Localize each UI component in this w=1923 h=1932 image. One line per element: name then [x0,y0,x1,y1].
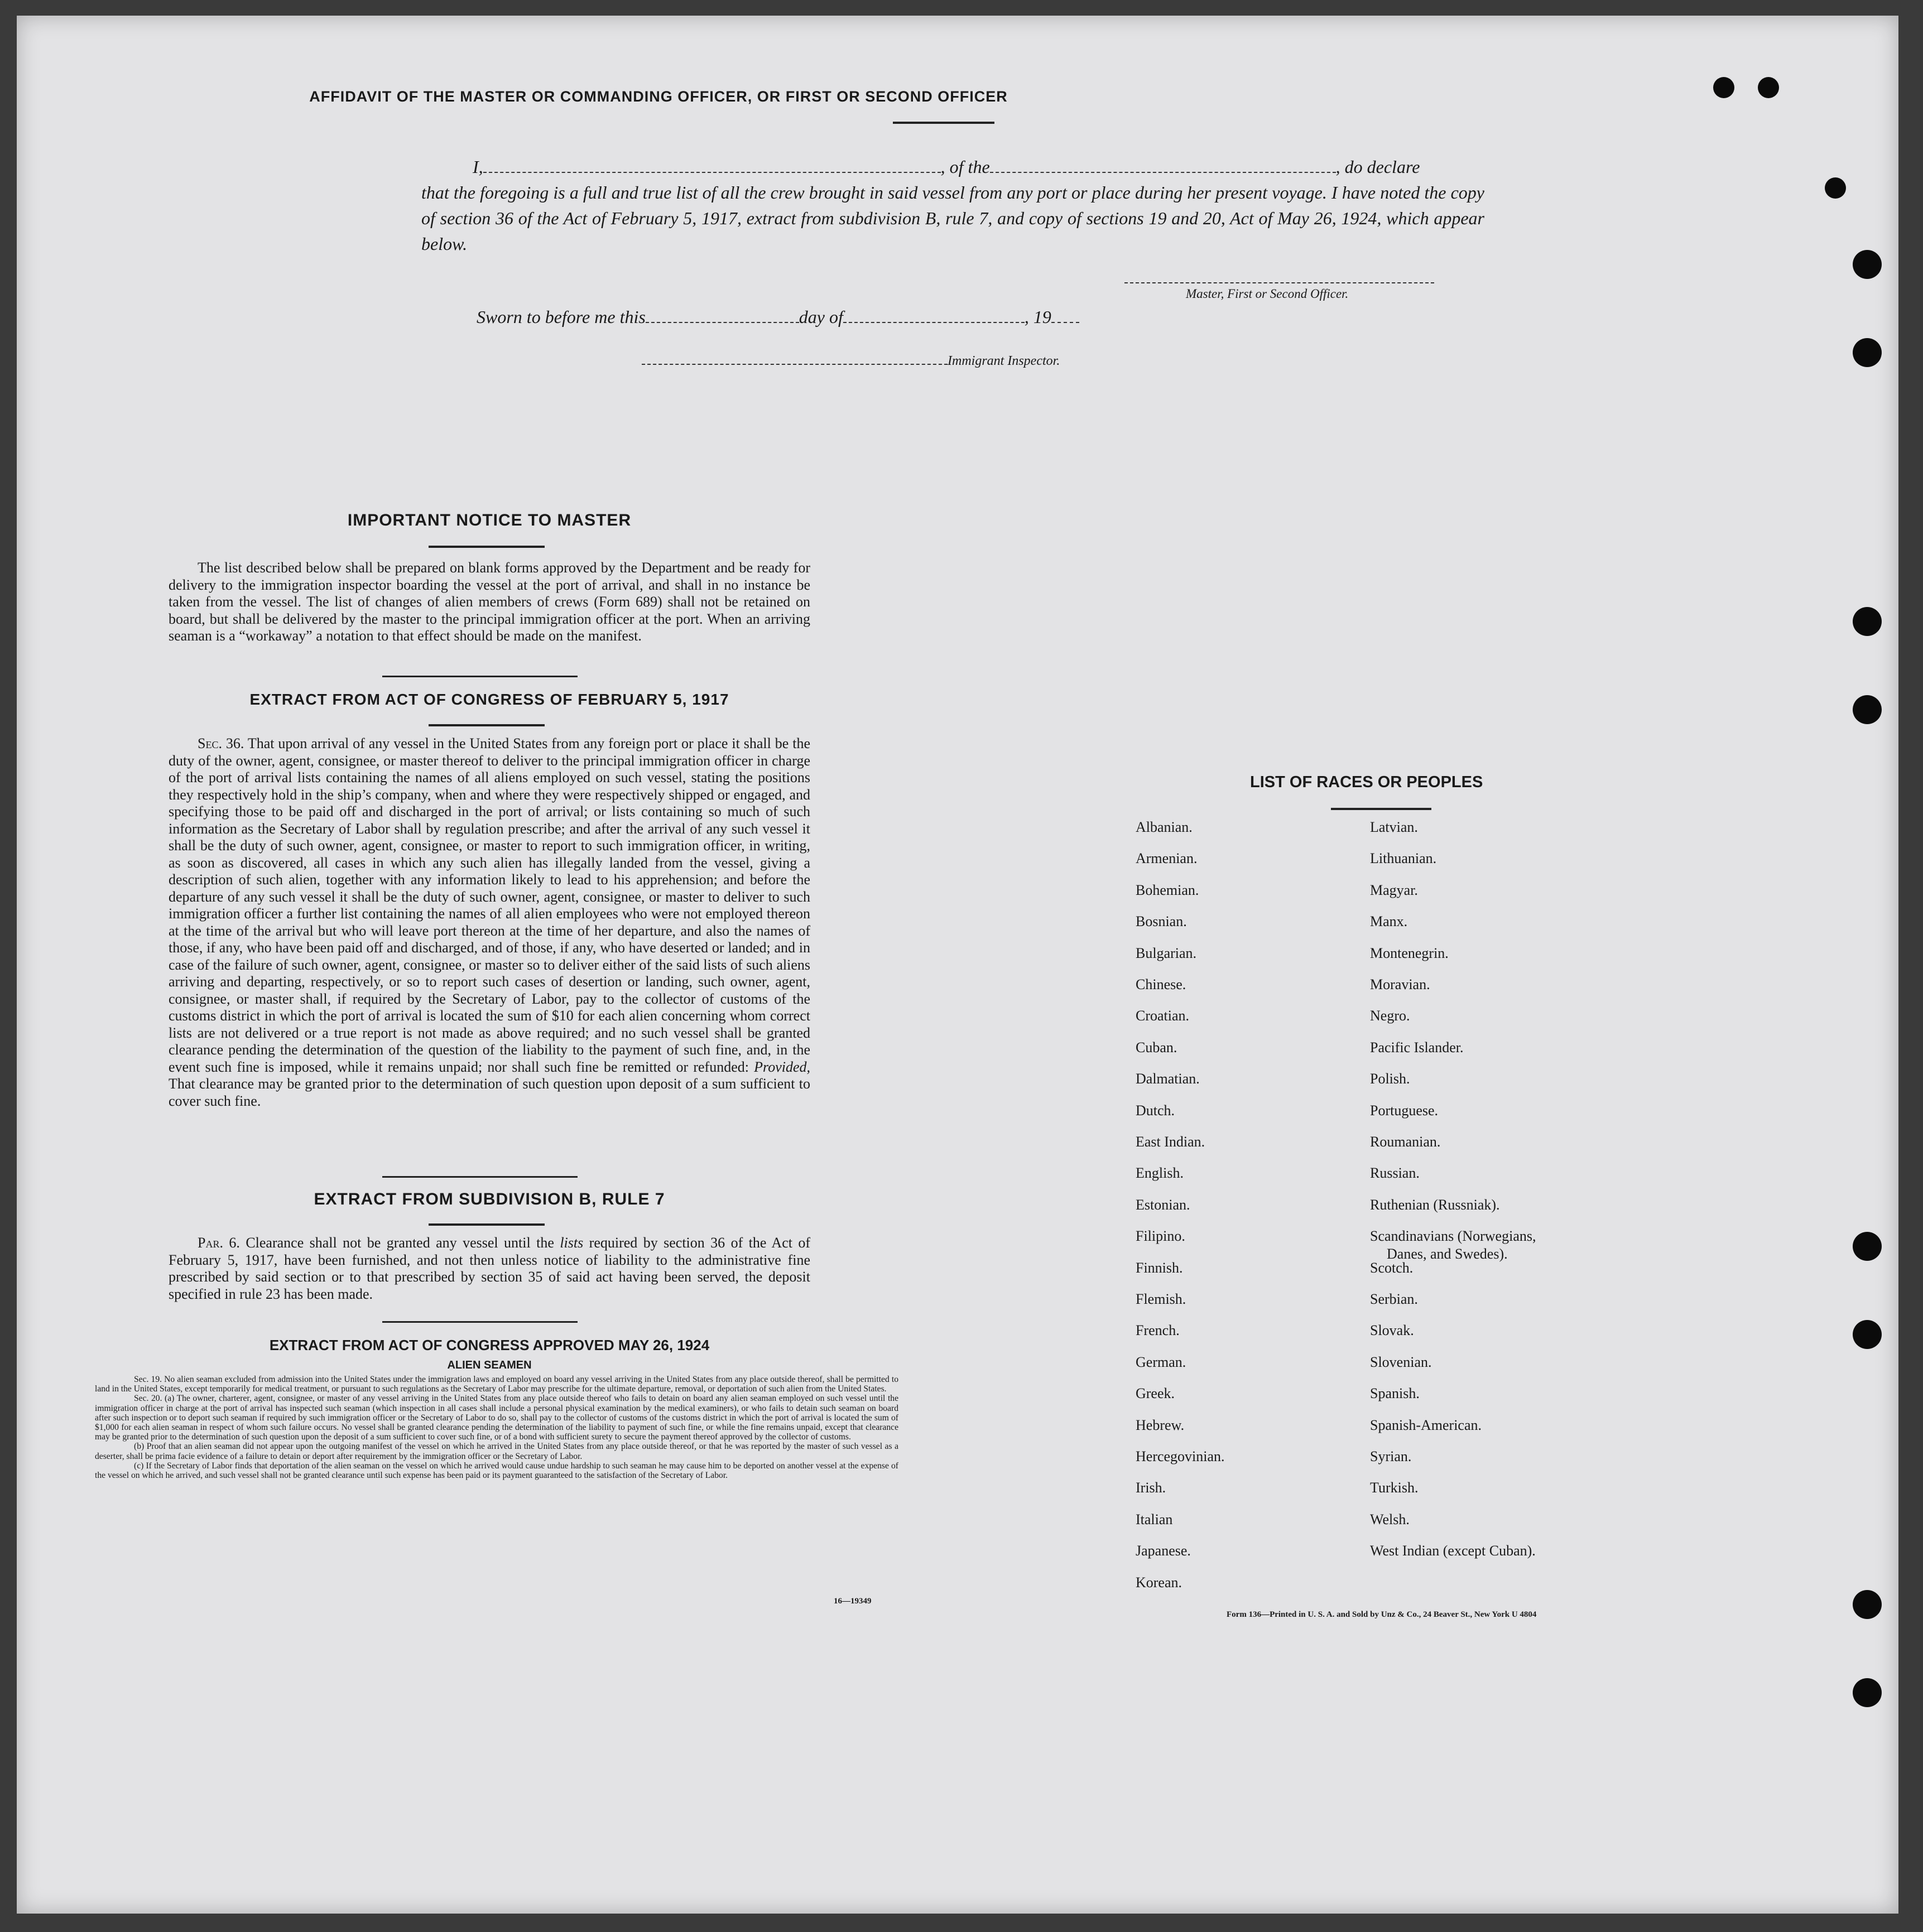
punch-hole [1853,338,1882,367]
inspector-signature-field[interactable] [642,364,948,365]
sworn-year-field[interactable] [1051,322,1079,323]
race-item: Chinese. [1136,976,1186,993]
race-item: Portuguese. [1370,1102,1439,1119]
race-item: Japanese. [1136,1543,1191,1559]
par6-text-end: required by section 36 of the Act of February 5, 1917, have been furnished, and not then unless notice of liability to the administrative fine prescribed by said section or to that prescribed by section 35 of said act having been served, the deposit specified in rule 23 has been made. [169,1235,811,1302]
sworn-month-field[interactable] [843,322,1025,323]
race-item: Russian. [1370,1165,1420,1182]
sec19-text: Sec. 19. No alien seaman excluded from admission into the United States under the immigration laws and employed on board any vessel arriving in the United States from any place outside thereof, shall be permitted to land in the United States, except temporarily for medical treatment, or pursuant to such regulations as the Secretary of Labor may prescribe for the ultimate departure, removal, or deportation of such alien from the United States. [95,1375,898,1394]
races-rule [1331,808,1431,810]
races-title: LIST OF RACES OR PEOPLES [1250,773,1483,791]
form-footer: Form 136—Printed in U. S. A. and Sold by Unz & Co., 24 Beaver St., New York U 4804 [1227,1610,1537,1619]
punch-hole [1825,177,1846,199]
rule7-rule [429,1223,545,1226]
extract-1917-divider [382,1176,578,1178]
affidavit-text: that the foregoing is a full and true list of all the crew brought in said vessel from any port or place during her present voyage. I have noted the copy of section 36 of the Act of February 5, 1917, extract from subdivision B, rule 7, and copy of sections 19 and 20, Act of May 26, 1924, which appear below. [421,182,1484,254]
sec20b-text: (b) Proof that an alien seaman did not appear upon the outgoing manifest of the vessel on which he arrived in the United States from any place outside thereof, or that he was reported by the master of such vessel as a deserter, shall be prima facie evidence of a failure to detain or deport after requirement by the immigration officer or the Secretary of Labor. [95,1442,898,1461]
race-item: Manx. [1370,913,1408,930]
sworn-line [477,307,1079,327]
race-item: Spanish-American. [1370,1417,1482,1433]
lists-word: lists [560,1235,584,1251]
sec36-label: Sec. 36. [198,735,244,751]
sec20a-text: Sec. 20. (a) The owner, charterer, agent, consignee, or master of any vessel arriving in the United States from any place outside thereof who fails to detain on board any alien seaman employed on such vessel until the immigration officer in charge at the port of arrival has inspected such seaman (which inspection in all cases shall include a personal physical examination by the medical examiners), or who fails to detain such seaman on board after such inspection or to deport such seaman if required by such immigration officer or the Secretary of Labor to do so, shall pay to the collector of customs of the customs district in which the port of arrival is located the sum of $1,000 for each alien seaman in respect of whom such failure occurs. No vessel shall be granted clearance pending the determination of the liability to payment of such fine, or while the fine remains unpaid, except that clearance may be granted prior to the determination of such question upon the deposit of a sum sufficient to cover such fine, or of a bond with sufficient surety to secure the payment thereof approved by the collector of customs. [95,1394,898,1442]
punch-hole [1853,1320,1882,1349]
race-item: Korean. [1136,1574,1182,1591]
notice-text [169,560,810,645]
race-item: Croatian. [1136,1008,1190,1024]
race-item: West Indian (except Cuban). [1370,1543,1536,1559]
race-item: Scotch. [1370,1259,1414,1276]
affidavit-body [421,154,1484,257]
inspector-label: Immigrant Inspector. [948,354,1060,368]
punch-hole [1853,607,1882,636]
race-item: Cuban. [1136,1039,1177,1056]
extract-1917-rule [429,724,545,726]
sworn-day-field[interactable] [646,322,799,323]
race-item: Bulgarian. [1136,945,1197,961]
race-item: Latvian. [1370,819,1418,835]
race-item: English. [1136,1165,1184,1182]
race-item: Lithuanian. [1370,850,1437,867]
race-item: Polish. [1370,1071,1410,1087]
notice-divider [382,676,578,677]
inspector-line [642,354,1060,369]
race-item: Dalmatian. [1136,1071,1200,1087]
race-item: Pacific Islander. [1370,1039,1464,1056]
punch-hole [1713,77,1734,98]
extract-1924-title: EXTRACT FROM ACT OF CONGRESS APPROVED MAY 26, 1924 [269,1337,710,1353]
race-item: Moravian. [1370,976,1430,993]
race-item: Filipino. [1136,1228,1185,1245]
race-item: Finnish. [1136,1259,1183,1276]
sec36-text-end: That clearance may be granted prior to the determination of such question upon deposit of a sum sufficient to cover such fine. [169,1076,810,1109]
sec36-text: That upon arrival of any vessel in the United States from any foreign port or place it shall be the duty of the owner, agent, consignee, or master thereof to deliver to the principal immigration officer in charge of the port of arrival lists containing the names of all aliens employed on such vessel, stating the positions they respectively hold in the ship’s company, when and where they were respectively shipped or engaged, and specifying those to be paid off and discharged in the port of arrival; or lists containing so much of such information as the Secretary of Labor shall by regulation prescribe; and after the arrival of any such vessel it shall be the duty of such owner, agent, consignee, or master to report to such immigration officer, in writing, as soon as discovered, all cases in which any such alien has illegally landed from the vessel, giving a description of such alien, together with any information likely to lead to his apprehension; and before the departure of any such vessel it shall be the duty of such owner, agent, consignee, or master to deliver to such immigration officer a further list containing the names of all alien employees who were not employed thereon at the time of the arrival but who will leave port thereon at the time of her departure, and also the names of those, if any, who have been paid off and discharged, and of those, if any, who have deserted or landed; and in case of the failure of such owner, agent, consignee, or master so to deliver either of the said lists of such aliens arriving and departing, respectively, or so to report such cases of desertion or landing, such owner, agent, consignee, or master shall, if required by the Secretary of Labor, pay to the collector of customs of the customs district in which the port of arrival is located the sum of $10 for each alien concerning whom correct lists are not delivered or a true report is not made as above required; and no such vessel shall be granted clearance pending the determination of the question of the liability to the payment of such fine, and, in the event such fine is imposed, while it remains unpaid; nor shall such fine be remitted or refunded: [169,735,811,1075]
race-item: Ruthenian (Russniak). [1370,1196,1500,1213]
notice-rule [429,546,545,548]
race-item: Scandinavians (Norwegians, [1370,1228,1536,1245]
race-item: Welsh. [1370,1511,1410,1528]
race-item: Slovenian. [1370,1353,1432,1370]
race-item: Dutch. [1136,1102,1175,1119]
race-item: Irish. [1136,1480,1166,1496]
race-item: East Indian. [1136,1134,1205,1150]
race-item: Negro. [1370,1008,1410,1024]
par6-label: Par. 6. [198,1235,240,1251]
punch-hole [1853,250,1882,279]
form-sheet [17,16,1898,1914]
sworn-day-label: day of [799,307,843,327]
race-item: Bohemian. [1136,881,1199,898]
name-field[interactable] [483,172,941,173]
title-rule [893,122,994,124]
extract-1924-subtitle: ALIEN SEAMEN [447,1359,532,1371]
extract-1917-title: EXTRACT FROM ACT OF CONGRESS OF FEBRUARY 5, 1917 [249,691,729,708]
notice-paragraph: The list described below shall be prepared on blank forms approved by the Department and be ready for delivery to the immigration inspector boarding the vessel at the port of arrival, and shall in no instance be taken from the vessel. The list of changes of alien members of crews (Form 689) shall not be retained on board, but shall be delivered by the master to the principal immigration officer at the port. When an arriving seaman is a “workaway” a notation to that effect should be made on the manifest. [169,560,810,644]
race-item: Greek. [1136,1385,1175,1402]
race-item: Magyar. [1370,881,1418,898]
punch-hole [1853,695,1882,724]
rule7-title: EXTRACT FROM SUBDIVISION B, RULE 7 [314,1190,665,1208]
race-item: Flemish. [1136,1291,1186,1307]
par6-text: Clearance shall not be granted any vessel until the [246,1235,554,1251]
affidavit-declare: , do declare [1335,157,1420,177]
master-label: Master, First or Second Officer. [1186,287,1349,301]
race-item: Slovak. [1370,1322,1414,1339]
rule7-text [169,1235,810,1303]
race-item: Albanian. [1136,819,1193,835]
master-signature-line[interactable] [1124,282,1434,283]
affidavit-i: I, [473,157,483,177]
race-item: Roumanian. [1370,1134,1441,1150]
rule7-divider [382,1321,578,1323]
race-item: Serbian. [1370,1291,1418,1307]
race-item: German. [1136,1353,1186,1370]
vessel-field[interactable] [990,172,1336,173]
affidavit-of-the: , of the [940,157,990,177]
extract-1924-text [95,1375,898,1480]
affidavit-title: AFFIDAVIT OF THE MASTER OR COMMANDING OFFICER, OR FIRST OR SECOND OFFICER [309,88,1008,105]
punch-hole [1758,77,1779,98]
sworn-year-label: , 19 [1024,307,1051,327]
race-item: Estonian. [1136,1196,1190,1213]
race-item: Turkish. [1370,1480,1419,1496]
race-item: Montenegrin. [1370,945,1449,961]
provided-word: Provided, [754,1058,810,1075]
race-item: Hercegovinian. [1136,1448,1225,1464]
punch-hole [1853,1590,1882,1619]
race-item: Hebrew. [1136,1417,1185,1433]
punch-hole [1853,1678,1882,1707]
punch-hole [1853,1232,1882,1261]
sec20c-text: (c) If the Secretary of Labor finds that deportation of the alien seaman on the vessel on which he arrived would cause undue hardship to such seaman he may cause him to be deported on another vessel at the expense of the vessel on which he arrived, and such vessel shall not be granted clearance until such expense has been paid or its payment guaranteed to the satisfaction of the Secretary of Labor. [95,1461,898,1481]
race-item: Armenian. [1136,850,1198,867]
race-item: Italian [1136,1511,1173,1528]
race-item: Bosnian. [1136,913,1187,930]
notice-title: IMPORTANT NOTICE TO MASTER [347,511,632,529]
race-item: Danes, and Swedes). [1387,1246,1508,1263]
extract-1917-text [169,735,810,1110]
race-item: Syrian. [1370,1448,1412,1464]
race-item: French. [1136,1322,1180,1339]
form-code: 16—19349 [834,1597,872,1606]
race-item: Spanish. [1370,1385,1420,1402]
sworn-label: Sworn to before me this [477,307,646,327]
